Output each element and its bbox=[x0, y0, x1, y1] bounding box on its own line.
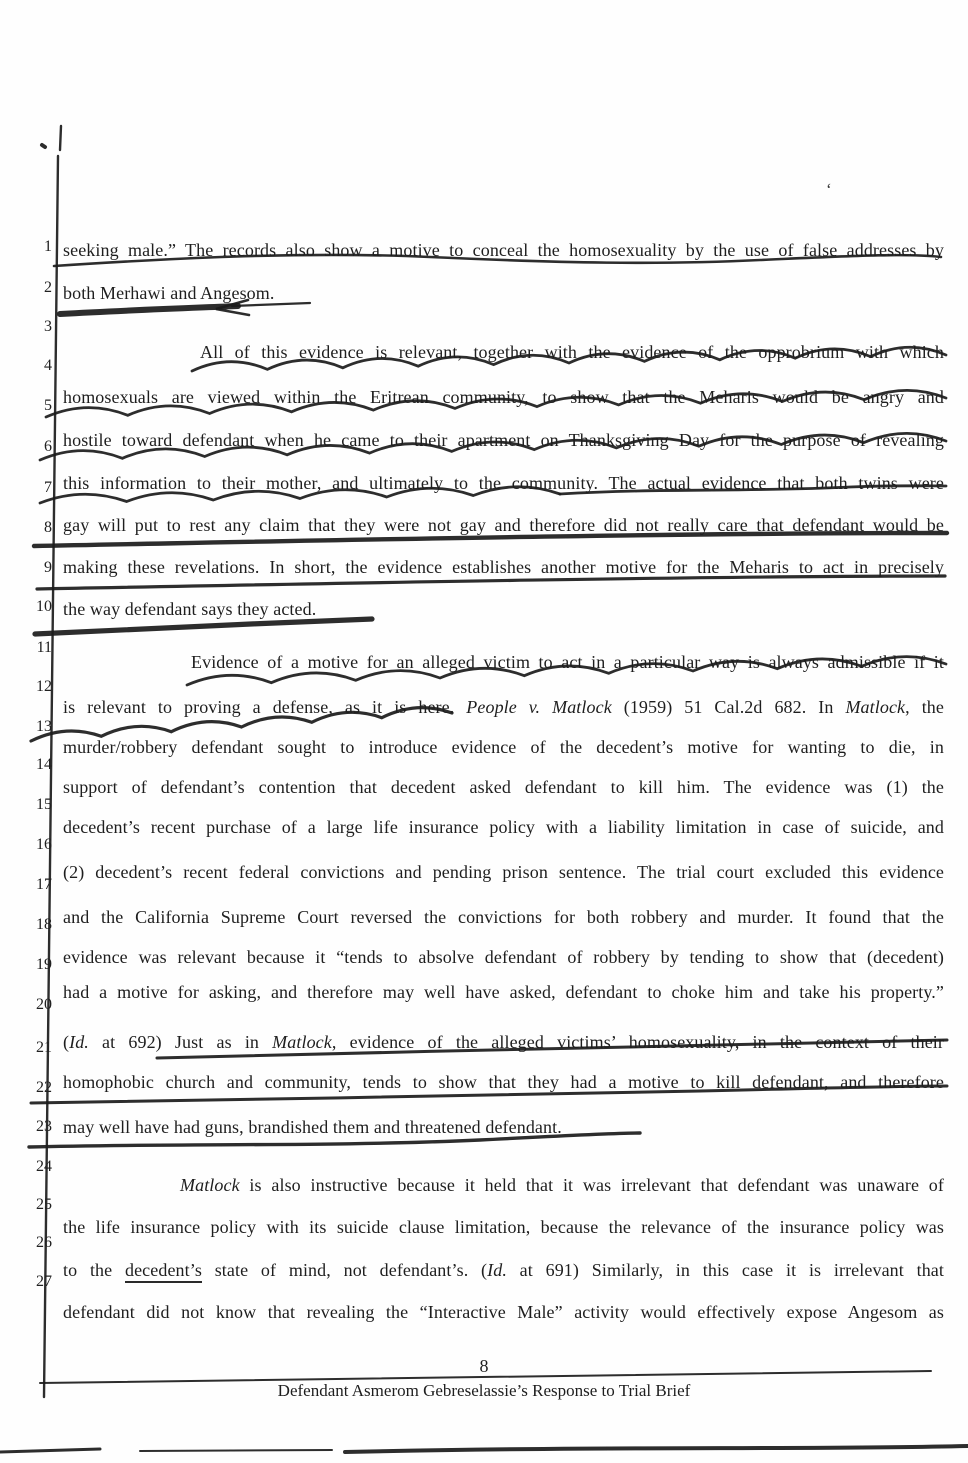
text-line bbox=[63, 860, 944, 884]
line-number: 17 bbox=[36, 876, 52, 893]
line-number: 5 bbox=[44, 397, 52, 414]
text-segment: gay will put to rest any claim that they were not gay and therefore did not really care that defendant would be bbox=[63, 515, 944, 535]
text-line bbox=[63, 695, 944, 719]
text-line bbox=[63, 650, 944, 674]
text-line bbox=[63, 1215, 944, 1239]
text-segment: the life insurance policy with its suicide clause limitation, because the relevance of the insurance policy was bbox=[63, 1217, 944, 1237]
text-line bbox=[63, 555, 944, 579]
text-segment: , the bbox=[905, 697, 944, 717]
text-line bbox=[63, 905, 944, 929]
scan-edge-line-a bbox=[0, 1449, 100, 1452]
text-segment: state of mind, not defendant’s. ( bbox=[201, 1260, 488, 1280]
line-number: 11 bbox=[36, 639, 52, 656]
line-number: 8 bbox=[44, 519, 52, 536]
text-segment: is also instructive because it held that it was irrelevant that defendant was unaware of bbox=[239, 1175, 944, 1195]
text-segment: this information to their mother, and ultimately to the community. The actual evidence that both twins were bbox=[63, 473, 944, 493]
line-number: 4 bbox=[44, 357, 52, 374]
line-number: 2 bbox=[44, 279, 52, 296]
text-segment-italic: Matlock bbox=[272, 1032, 332, 1052]
text-segment: , evidence of the alleged victims’ homosexuality, in the context of their bbox=[331, 1032, 944, 1052]
text-segment: and the California Supreme Court reversed the convictions for both robbery and murder. It found that the bbox=[63, 907, 944, 927]
text-segment: making these revelations. In short, the evidence establishes another motive for the Meharis to act in precisely bbox=[63, 557, 944, 577]
text-segment-italic: Id. bbox=[487, 1260, 507, 1280]
line-number: 13 bbox=[36, 718, 52, 735]
line-number: 9 bbox=[44, 559, 52, 576]
text-segment-italic: Id. bbox=[69, 1032, 89, 1052]
margin-rule-tick bbox=[60, 126, 61, 150]
text-line bbox=[63, 1300, 944, 1324]
text-segment: homosexuals are viewed within the Eritrean community, to show that the Meharis would be angry and bbox=[63, 387, 944, 407]
hand-underline-line9 bbox=[35, 619, 372, 634]
text-segment: both Merhawi and Angesom. bbox=[63, 283, 275, 303]
text-segment: seeking male.” The records also show a motive to conceal the homosexuality by the use of false addresses by bbox=[63, 240, 944, 260]
text-line bbox=[63, 1115, 944, 1139]
text-line bbox=[63, 597, 944, 621]
line-number: 14 bbox=[36, 756, 52, 773]
line-number: 22 bbox=[36, 1079, 52, 1096]
line-number: 24 bbox=[36, 1158, 52, 1175]
text-segment: the way defendant says they acted. bbox=[63, 599, 317, 619]
line-number: 26 bbox=[36, 1234, 52, 1251]
text-line bbox=[63, 340, 944, 364]
text-segment: defendant did not know that revealing the “Interactive Male” activity would effectively expose Angesom as bbox=[63, 1302, 944, 1322]
text-line bbox=[63, 1258, 944, 1282]
line-number: 15 bbox=[36, 796, 52, 813]
line-number: 21 bbox=[36, 1039, 52, 1056]
line-number: 12 bbox=[36, 678, 52, 695]
text-line bbox=[63, 815, 944, 839]
page-number: 8 bbox=[479, 1356, 489, 1376]
scan-edge-line-b bbox=[140, 1450, 332, 1451]
text-line bbox=[63, 945, 944, 969]
text-line bbox=[63, 428, 944, 452]
hand-underline-line2-heavy bbox=[60, 306, 238, 314]
line-number: 10 bbox=[36, 598, 52, 615]
text-segment: had a motive for asking, and therefore may well have asked, defendant to choke him and take his property.” bbox=[63, 982, 944, 1002]
text-segment: All of this evidence is relevant, together with the evidence of the opprobrium with which bbox=[200, 342, 944, 362]
line-number: 3 bbox=[44, 318, 52, 335]
line-number: 1 bbox=[44, 238, 52, 255]
line-number: 20 bbox=[36, 996, 52, 1013]
text-line bbox=[63, 513, 944, 537]
text-segment: decedent’s recent purchase of a large life insurance policy with a liability limitation in case of suicide, and bbox=[63, 817, 944, 837]
line-number: 18 bbox=[36, 916, 52, 933]
footer-title: Defendant Asmerom Gebreselassie’s Response to Trial Brief bbox=[277, 1381, 691, 1400]
stray-quote-mark: ‘ bbox=[826, 180, 832, 199]
line-number: 7 bbox=[44, 479, 52, 496]
text-segment: support of defendant’s contention that decedent asked defendant to kill him. The evidence was (1) the bbox=[63, 777, 944, 797]
text-line bbox=[63, 385, 944, 409]
text-line bbox=[63, 471, 944, 495]
text-segment: (1959) 51 Cal.2d 682. In bbox=[611, 697, 846, 717]
text-segment: evidence was relevant because it “tends to absolve defendant of robbery by tending to show that (decedent) bbox=[63, 947, 944, 967]
line-number: 25 bbox=[36, 1196, 52, 1213]
text-segment: is relevant to proving a defense, as it is here. bbox=[63, 697, 467, 717]
text-segment-italic: People v. Matlock bbox=[466, 697, 612, 717]
text-segment: hostile toward defendant when he came to their apartment on Thanksgiving Day for the purpose of revealing bbox=[63, 430, 944, 450]
text-line bbox=[63, 1070, 944, 1094]
text-line bbox=[63, 980, 944, 1004]
text-line bbox=[63, 238, 944, 262]
text-line bbox=[63, 281, 944, 305]
text-line bbox=[63, 775, 944, 799]
text-line bbox=[63, 735, 944, 759]
text-segment-underlined: decedent’s bbox=[125, 1260, 202, 1283]
text-segment: at 692) Just as in bbox=[88, 1032, 273, 1052]
text-segment: ( bbox=[63, 1032, 70, 1052]
line-number: 27 bbox=[36, 1273, 52, 1290]
line-number: 6 bbox=[44, 438, 52, 455]
scan-edge-line-c bbox=[345, 1446, 968, 1452]
line-number: 16 bbox=[36, 836, 52, 853]
text-segment-italic: Matlock bbox=[180, 1175, 240, 1195]
text-line bbox=[63, 1173, 944, 1197]
text-segment-italic: Matlock bbox=[845, 697, 906, 717]
text-line bbox=[63, 1030, 944, 1054]
text-segment: Evidence of a motive for an alleged victim to act in a particular way is always admissible if it bbox=[191, 652, 944, 672]
text-segment: may well have had guns, brandished them and threatened defendant. bbox=[63, 1117, 562, 1137]
line-number: 19 bbox=[36, 956, 52, 973]
text-segment: at 691) Similarly, in this case it is irrelevant that bbox=[506, 1260, 944, 1280]
line-number: 23 bbox=[36, 1118, 52, 1135]
text-segment: to the bbox=[63, 1260, 125, 1280]
text-segment: murder/robbery defendant sought to introduce evidence of the decedent’s motive for wanting to die, in bbox=[63, 737, 944, 757]
stray-dot-mark bbox=[42, 145, 45, 147]
text-segment: (2) decedent’s recent federal convictions and pending prison sentence. The trial court excluded this evidence bbox=[63, 862, 944, 882]
text-segment: homophobic church and community, tends to show that they had a motive to kill defendant, and therefore bbox=[63, 1072, 944, 1092]
